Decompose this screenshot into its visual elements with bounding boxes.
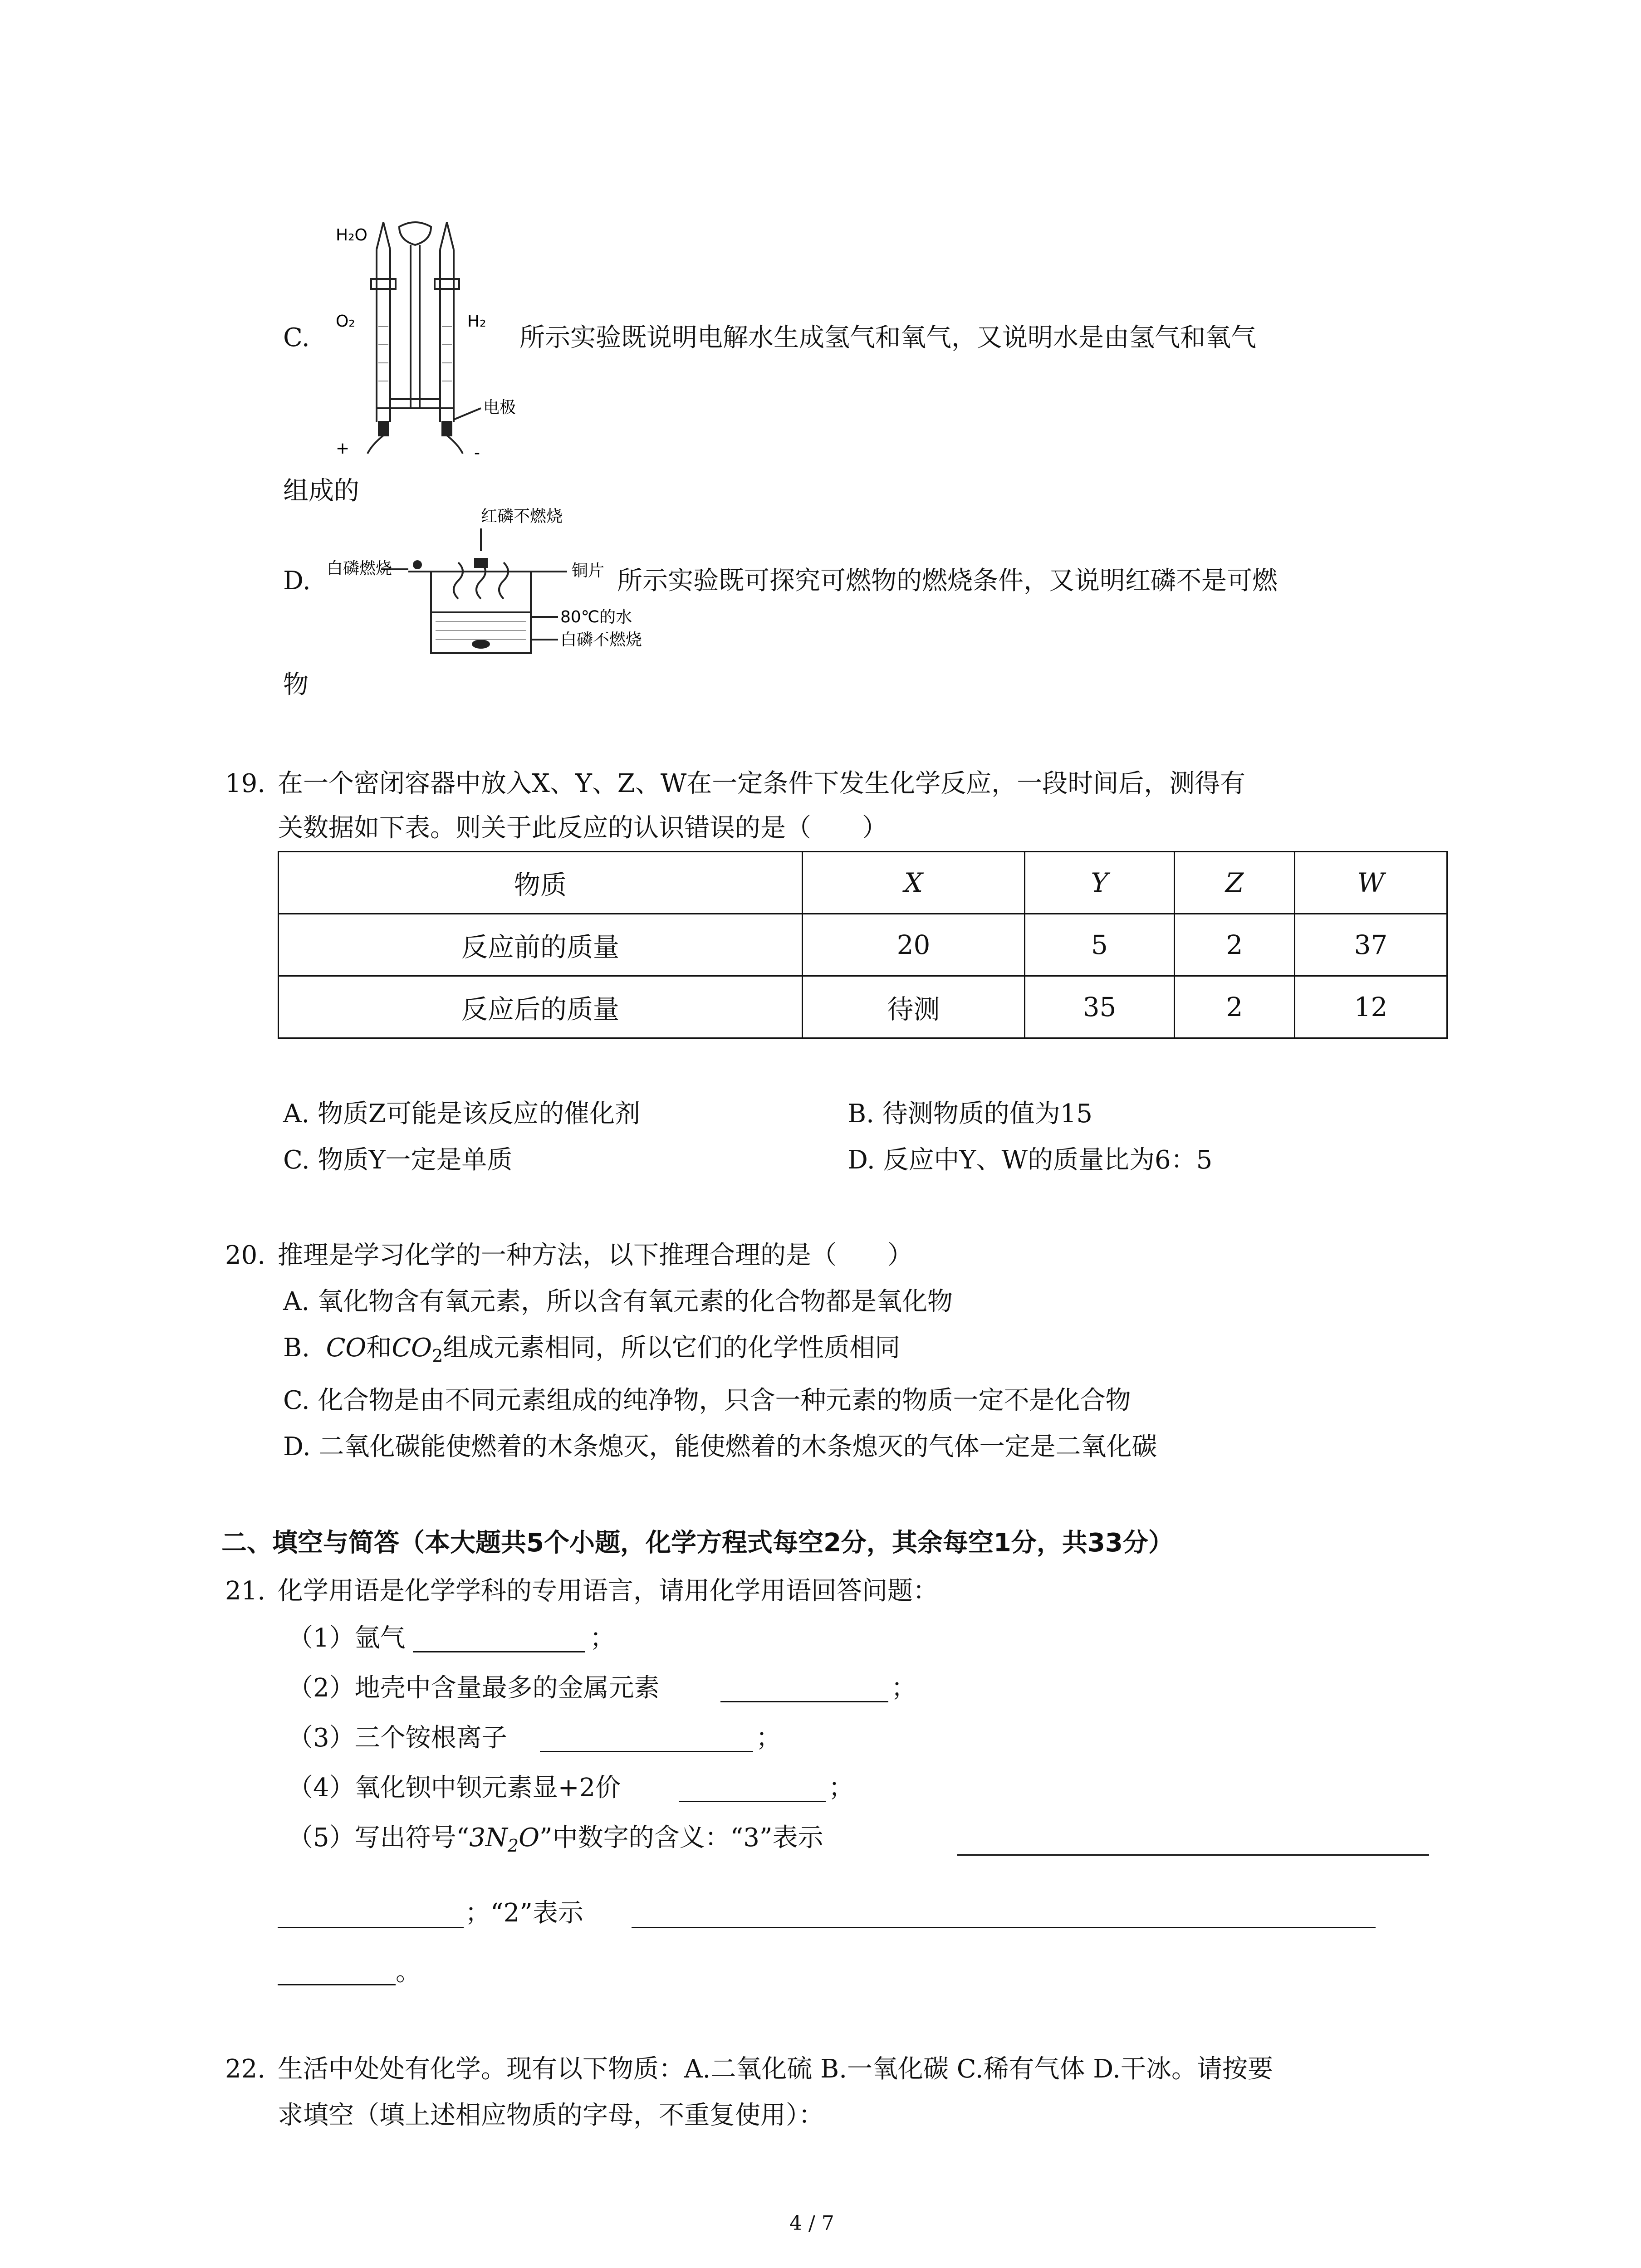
label-h2: H₂ [467, 312, 486, 331]
q21-stem: 化学用语是化学学科的专用语言，请用化学用语回答问题： [278, 1576, 938, 1606]
table-cell: 反应前的质量 [279, 914, 803, 976]
table-cell: 12 [1295, 976, 1447, 1038]
label-minus: - [474, 444, 480, 462]
table-header-row [279, 852, 1447, 914]
q19-stem-line2: 关数据如下表。则关于此反应的认识错误的是（ ） [278, 813, 887, 843]
q18-d-text: 所示实验既可探究可燃物的燃烧条件，又说明红磷不是可燃 [617, 566, 1278, 596]
q21-part5-2: ；“2”表示 [465, 1898, 583, 1928]
q21-semicolon: ； [828, 1773, 854, 1803]
answer-blank-5b-cont[interactable] [278, 1984, 396, 1985]
label-o2: O₂ [336, 312, 355, 331]
q19-option-b: B. 待测物质的值为15 [847, 1099, 1093, 1129]
combustion-apparatus-figure [327, 508, 653, 662]
q18-c-text: 所示实验既说明电解水生成氢气和氧气，又说明水是由氢气和氧气 [519, 323, 1256, 352]
q20-option-c: C. 化合物是由不同元素组成的纯净物，只含一种元素的物质一定不是化合物 [283, 1386, 1131, 1415]
q18-d-label: D. [283, 566, 311, 596]
answer-blank-1[interactable] [413, 1651, 585, 1652]
q21-semicolon: ； [590, 1623, 615, 1653]
q20-option-d: D. 二氧化碳能使燃着的木条熄灭，能使燃着的木条熄灭的气体一定是二氧化碳 [283, 1432, 1157, 1461]
q19-stem-line1: 在一个密闭容器中放入X、Y、Z、W在一定条件下发生化学反应，一段时间后，测得有 [278, 769, 1246, 798]
q22-line1: 生活中处处有化学。现有以下物质：A.二氧化硫 B.一氧化碳 C.稀有气体 D.干冰。请按要 [278, 2054, 1273, 2084]
table-cell: 2 [1175, 914, 1295, 976]
q20-option-b: B. CO和$CO_2$组成元素相同，所以它们的化学性质相同 [283, 1333, 901, 1366]
table-cell: 待测 [803, 976, 1025, 1038]
answer-blank-2[interactable] [720, 1701, 888, 1702]
table-cell: 35 [1025, 976, 1175, 1038]
page-number: 4 / 7 [789, 2212, 834, 2235]
q21-part2: （2）地壳中含量最多的金属元素 [288, 1673, 660, 1703]
q21-part5: （5）写出符号“$3N_2O$”中数字的含义：“3”表示 [288, 1823, 823, 1856]
answer-blank-5b[interactable] [632, 1927, 1376, 1928]
answer-blank-3[interactable] [540, 1751, 753, 1752]
q18-c-label: C. [283, 323, 310, 352]
q21-semicolon: ； [891, 1673, 916, 1703]
answer-blank-5a[interactable] [957, 1854, 1429, 1856]
table-row [279, 914, 1447, 976]
q21-number: 21. [225, 1576, 266, 1606]
table-header-cell: Z [1175, 852, 1295, 914]
section-heading: 二、填空与简答（本大题共5个小题，化学方程式每空2分，其余每空1分，共33分） [221, 1528, 1174, 1558]
table-cell: 2 [1175, 976, 1295, 1038]
label-white-phosphorus-burn: 白磷燃烧 [327, 559, 392, 578]
table-header-cell: X [803, 852, 1025, 914]
q19-option-c: C. 物质Y一定是单质 [283, 1145, 513, 1175]
q21-end-period: 。 [396, 1957, 421, 1987]
q19-option-d: D. 反应中Y、W的质量比为6：5 [847, 1145, 1213, 1175]
q20-number: 20. [225, 1241, 266, 1270]
label-electrode: 电极 [483, 398, 516, 417]
label-hot-water: 80℃的水 [560, 608, 632, 626]
electrolysis-apparatus-figure [318, 213, 516, 467]
table-cell: 20 [803, 914, 1025, 976]
table-cell: 5 [1025, 914, 1175, 976]
q21-part3: （3）三个铵根离子 [288, 1723, 507, 1753]
q19-number: 19. [225, 769, 266, 798]
table-cell: 37 [1295, 914, 1447, 976]
q21-semicolon: ； [756, 1723, 781, 1753]
answer-blank-4[interactable] [679, 1801, 826, 1802]
q21-part1: （1）氩气 [288, 1623, 406, 1653]
q22-line2: 求填空（填上述相应物质的字母，不重复使用）： [278, 2101, 824, 2130]
table-header-cell: W [1295, 852, 1447, 914]
table-header-cell: Y [1025, 852, 1175, 914]
q21-part4: （4）氧化钡中钡元素显+2价 [288, 1773, 621, 1803]
table-header-cell: 物质 [279, 852, 803, 914]
q19-data-table [278, 851, 1448, 1039]
label-plus: + [336, 439, 350, 458]
q20-option-a: A. 氧化物含有氧元素，所以含有氧元素的化合物都是氧化物 [283, 1287, 953, 1316]
q18-c-text2: 组成的 [283, 476, 359, 506]
answer-blank-5a-cont[interactable] [278, 1927, 464, 1928]
q20-stem: 推理是学习化学的一种方法，以下推理合理的是（ ） [278, 1241, 913, 1270]
label-copper: 铜片 [572, 562, 605, 580]
table-cell: 反应后的质量 [279, 976, 803, 1038]
table-row [279, 976, 1447, 1038]
q22-number: 22. [225, 2054, 266, 2084]
q19-option-a: A. 物质Z可能是该反应的催化剂 [283, 1099, 640, 1129]
q18-d-text2: 物 [283, 670, 309, 699]
label-red-phosphorus: 红磷不燃烧 [481, 507, 563, 526]
label-water: H₂O [336, 226, 367, 244]
label-white-phosphorus-no: 白磷不燃烧 [560, 631, 642, 649]
